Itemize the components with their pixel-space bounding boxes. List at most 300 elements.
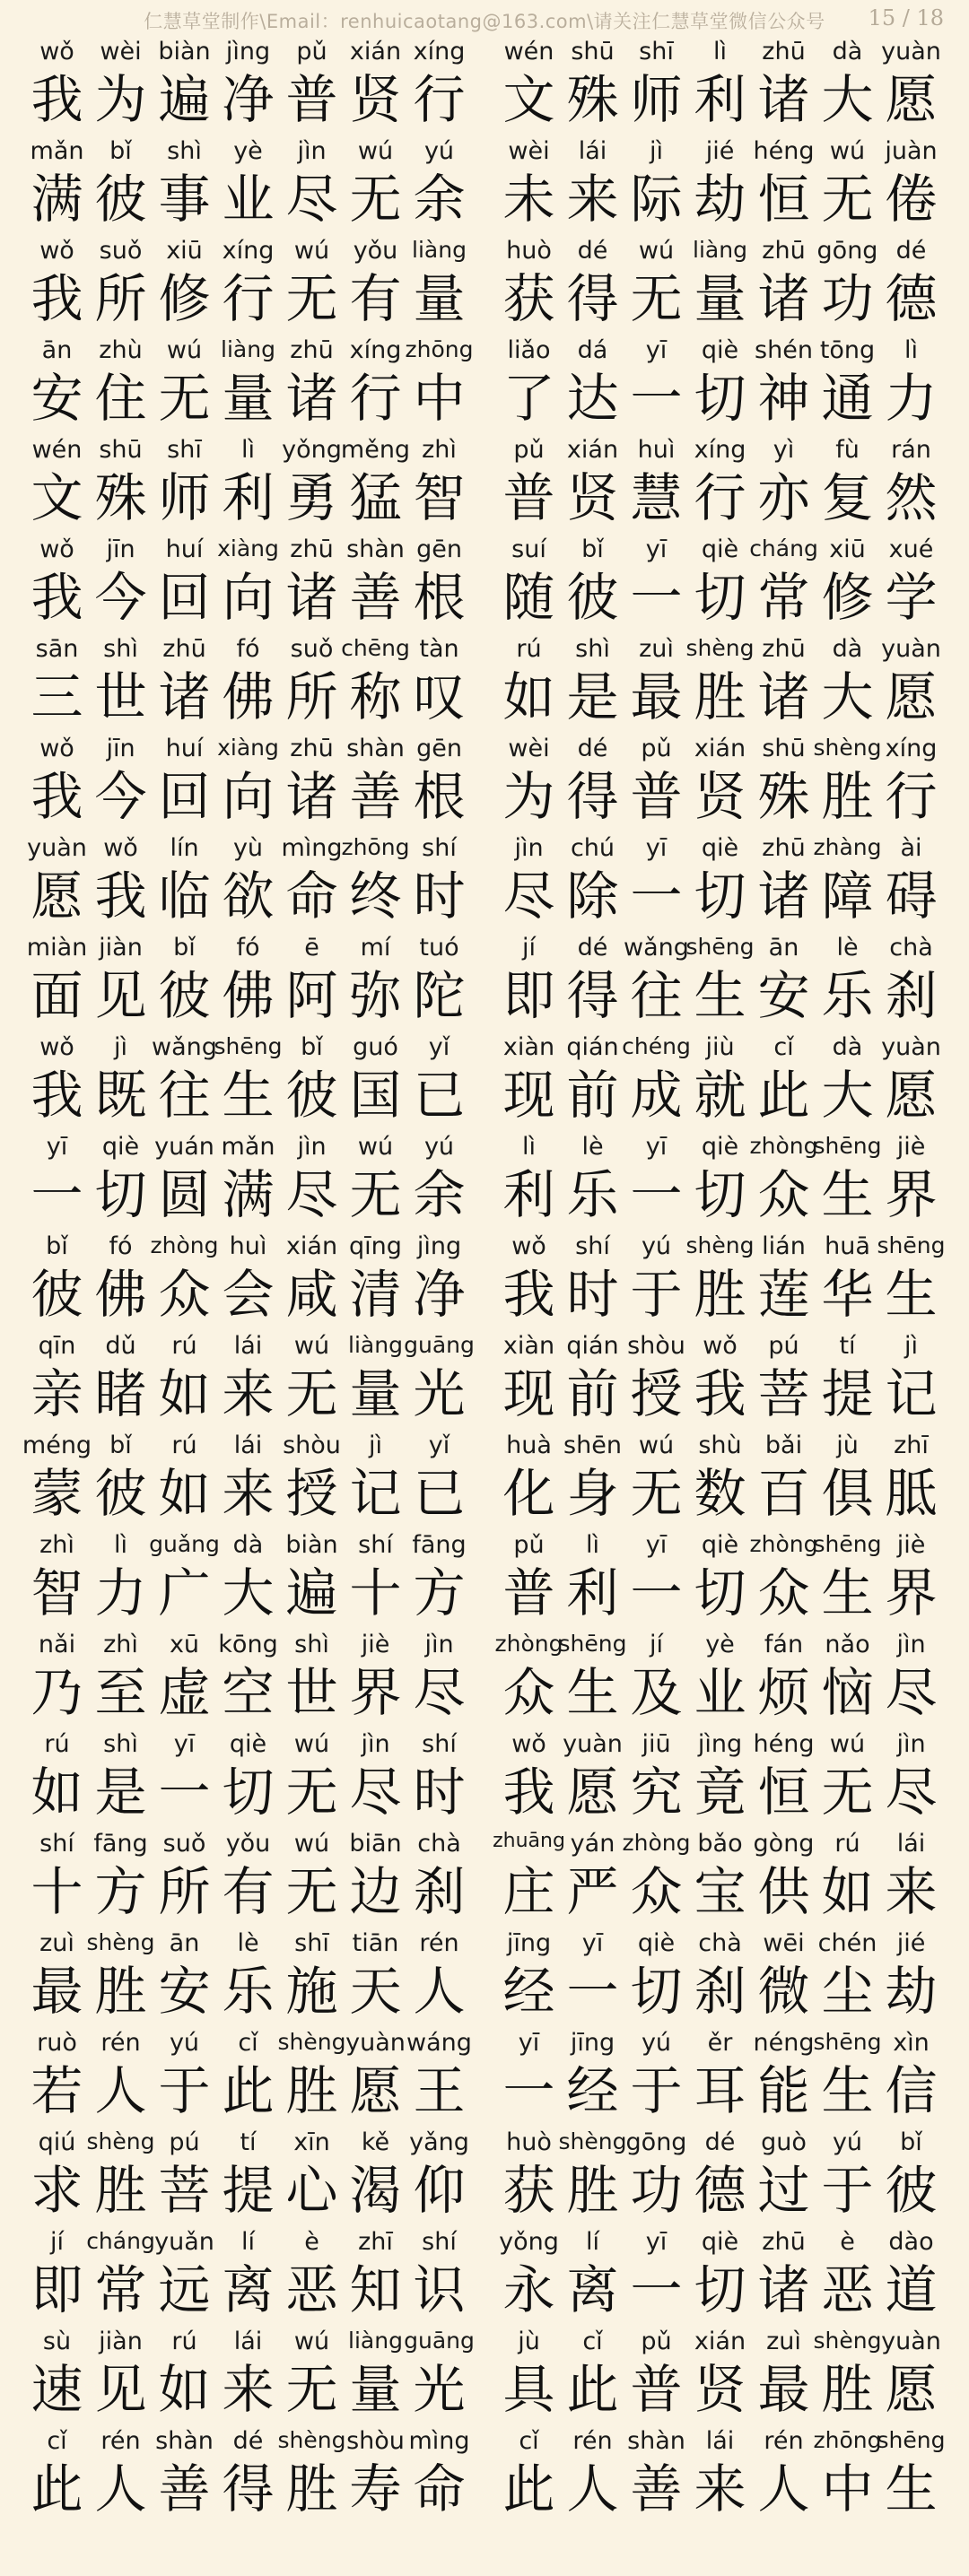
pinyin-syllable: yù — [232, 834, 264, 862]
pinyin-syllable: zhòng — [150, 1232, 219, 1258]
pinyin-syllable: zhū — [762, 2228, 806, 2256]
hanzi-character: 最 — [31, 1961, 83, 2022]
pinyin-syllable: suí — [511, 535, 546, 563]
hanzi-character: 无 — [158, 368, 211, 429]
hanzi-character: 尽 — [413, 1662, 466, 1723]
hanzi-character: 普 — [285, 69, 338, 130]
pinyin-syllable: wǎng — [624, 934, 689, 962]
hanzi-character: 十 — [349, 1562, 402, 1623]
hanzi-character: 中 — [821, 2459, 874, 2519]
hanzi-character: 切 — [694, 368, 746, 429]
pinyin-syllable: rén — [100, 2427, 141, 2455]
hanzi-character: 速 — [31, 2359, 83, 2420]
left-verse-line — [25, 335, 474, 435]
left-verse-line — [25, 1231, 474, 1331]
pinyin-syllable: xíng — [885, 735, 938, 762]
pinyin-syllable: shū — [571, 38, 615, 65]
pinyin-syllable: yǐ — [428, 1432, 450, 1459]
character-cell — [407, 2425, 471, 2526]
hanzi-character: 微 — [757, 1961, 810, 2022]
hanzi-character: 一 — [630, 1562, 683, 1623]
hanzi-character: 具 — [502, 2359, 555, 2420]
pinyin-syllable: jié — [705, 137, 735, 165]
hanzi-character: 功 — [630, 2160, 683, 2221]
pinyin-syllable: huà — [506, 1432, 552, 1459]
pinyin-syllable: shí — [39, 1830, 74, 1858]
pinyin-syllable: jìn — [514, 834, 544, 862]
right-verse-line — [497, 335, 946, 435]
left-verse-line — [25, 2326, 474, 2426]
pinyin-syllable: fán — [764, 1631, 804, 1658]
pinyin-syllable: ài — [900, 834, 922, 862]
verse-row — [0, 1828, 969, 1928]
pinyin-syllable: wǒ — [39, 1033, 74, 1061]
hanzi-character: 量 — [349, 1363, 402, 1424]
hanzi-character: 生 — [821, 1164, 874, 1225]
hanzi-character: 记 — [349, 1463, 402, 1524]
hanzi-character: 学 — [885, 567, 938, 628]
left-verse-line — [22, 1430, 474, 1530]
character-cell — [879, 434, 943, 535]
pinyin-syllable: xiàn — [502, 1332, 555, 1360]
pinyin-syllable: bǎo — [697, 1830, 743, 1858]
hanzi-character: 方 — [94, 1861, 147, 1922]
hanzi-character: 远 — [158, 2259, 211, 2320]
character-cell — [879, 832, 943, 933]
pinyin-syllable: cháng — [86, 2228, 155, 2254]
verse-row — [0, 932, 969, 1032]
hanzi-character: 遍 — [158, 69, 211, 130]
left-verse-line — [25, 434, 474, 535]
page-header — [0, 0, 969, 39]
pinyin-syllable: guāng — [404, 2328, 475, 2354]
hanzi-character: 利 — [222, 467, 275, 528]
hanzi-character: 诸 — [285, 368, 338, 429]
hanzi-character: 彼 — [94, 1463, 147, 1524]
pinyin-syllable: jù — [518, 2328, 540, 2355]
pinyin-syllable: zhì — [422, 436, 457, 464]
hanzi-character: 弥 — [349, 965, 402, 1026]
pinyin-syllable: qiè — [101, 1133, 140, 1161]
character-cell — [407, 36, 471, 136]
hanzi-character: 就 — [694, 1065, 746, 1126]
character-cell — [879, 534, 943, 634]
hanzi-character: 业 — [222, 169, 275, 230]
pinyin-syllable: yè — [233, 137, 263, 165]
pinyin-syllable: pú — [169, 2128, 200, 2156]
pinyin-syllable: yuàn — [27, 834, 87, 862]
pinyin-syllable: zhū — [162, 635, 206, 663]
hanzi-character: 向 — [222, 766, 275, 827]
hanzi-character: 愿 — [885, 2359, 938, 2420]
character-cell — [879, 2326, 943, 2426]
pinyin-syllable: jìn — [896, 1631, 926, 1658]
hanzi-character: 命 — [285, 866, 338, 927]
verse-row — [0, 36, 969, 136]
pinyin-syllable: zhū — [290, 336, 334, 364]
right-verse-line — [497, 1529, 946, 1630]
hanzi-character: 虚 — [158, 1662, 211, 1723]
hanzi-character: 根 — [413, 567, 466, 628]
verse-row — [0, 2425, 969, 2526]
right-verse-line — [497, 733, 946, 833]
pinyin-syllable: jiè — [361, 1631, 390, 1658]
pinyin-syllable: qián — [566, 1033, 619, 1061]
hanzi-character: 切 — [694, 866, 746, 927]
pinyin-syllable: shì — [103, 635, 138, 663]
hanzi-character: 彼 — [94, 169, 147, 230]
character-cell — [404, 1330, 475, 1431]
pinyin-syllable: wǒ — [511, 1232, 546, 1260]
pinyin-syllable: wǒ — [703, 1332, 738, 1360]
pinyin-syllable: huì — [229, 1232, 267, 1260]
hanzi-character: 愿 — [349, 2060, 402, 2121]
hanzi-character: 烦 — [757, 1662, 810, 1723]
pinyin-syllable: jiàn — [99, 934, 143, 962]
pinyin-syllable: ān — [768, 934, 799, 962]
pinyin-syllable: wèi — [508, 137, 550, 165]
hanzi-character: 回 — [158, 766, 211, 827]
pinyin-syllable: fù — [835, 436, 860, 464]
hanzi-character: 贤 — [566, 467, 619, 528]
page-number: 15 / 18 — [868, 5, 944, 30]
hanzi-character: 菩 — [757, 1363, 810, 1424]
hanzi-character: 大 — [821, 666, 874, 727]
pinyin-syllable: jì — [904, 1332, 918, 1360]
pinyin-syllable: tuó — [419, 934, 459, 962]
right-verse-line — [497, 135, 946, 236]
pinyin-syllable: biàn — [285, 1531, 338, 1559]
hanzi-character: 边 — [349, 1861, 402, 1922]
verse-row — [0, 335, 969, 435]
pinyin-syllable: qián — [566, 1332, 619, 1360]
pinyin-syllable: pǔ — [641, 2328, 672, 2355]
hanzi-character: 叹 — [413, 666, 466, 727]
hanzi-character: 普 — [502, 1562, 555, 1623]
hanzi-character: 恼 — [821, 1662, 874, 1723]
pinyin-syllable: wáng — [406, 2029, 472, 2057]
hanzi-character: 尽 — [885, 1762, 938, 1823]
pinyin-syllable: shàn — [627, 2427, 685, 2455]
pinyin-syllable: dé — [232, 2427, 264, 2455]
pinyin-syllable: dǔ — [105, 1332, 136, 1360]
pinyin-syllable: lì — [240, 436, 255, 464]
hanzi-character: 界 — [885, 1164, 938, 1225]
pinyin-syllable: gòng — [753, 1830, 815, 1858]
pinyin-syllable: shēng — [813, 2029, 882, 2055]
pinyin-syllable: kōng — [218, 1631, 278, 1658]
hanzi-character: 行 — [222, 268, 275, 329]
hanzi-character: 离 — [222, 2259, 275, 2320]
pinyin-syllable: shēng — [813, 1531, 882, 1557]
left-verse-line — [25, 2127, 474, 2227]
hanzi-character: 来 — [694, 2459, 746, 2519]
hanzi-character: 劫 — [694, 169, 746, 230]
pinyin-syllable: shèng — [558, 2128, 627, 2154]
hanzi-character: 来 — [566, 169, 619, 230]
left-verse-line — [25, 1828, 474, 1928]
pinyin-syllable: chà — [698, 1929, 742, 1957]
hanzi-character: 众 — [630, 1861, 683, 1922]
verse-row — [0, 2127, 969, 2227]
pinyin-syllable: lè — [581, 1133, 604, 1161]
pinyin-syllable: wǒ — [39, 735, 74, 762]
pinyin-syllable: pú — [768, 1332, 799, 1360]
pinyin-syllable: zhōng — [813, 2427, 882, 2453]
hanzi-character: 彼 — [566, 567, 619, 628]
hanzi-character: 无 — [821, 169, 874, 230]
pinyin-syllable: yuàn — [881, 1033, 941, 1061]
hanzi-character: 如 — [31, 1762, 83, 1823]
pinyin-syllable: jié — [896, 1929, 926, 1957]
character-cell — [877, 2425, 946, 2526]
pinyin-syllable: mǎn — [221, 1133, 275, 1161]
pinyin-syllable: wēi — [763, 1929, 805, 1957]
pinyin-syllable: sù — [42, 2328, 72, 2355]
hanzi-character: 一 — [566, 1961, 619, 2022]
pinyin-syllable: gēn — [416, 735, 462, 762]
pinyin-syllable: rú — [171, 1332, 197, 1360]
pinyin-syllable: liàng — [693, 237, 747, 263]
pinyin-syllable: yǒng — [282, 436, 342, 464]
pinyin-syllable: xìn — [893, 2029, 930, 2057]
hanzi-character: 胜 — [694, 1264, 746, 1325]
right-verse-line — [497, 832, 946, 933]
hanzi-character: 胜 — [94, 1961, 147, 2022]
hanzi-character: 通 — [821, 368, 874, 429]
hanzi-character: 切 — [94, 1164, 147, 1225]
pinyin-syllable: shì — [103, 1730, 138, 1758]
hanzi-character: 授 — [285, 1463, 338, 1524]
hanzi-character: 文 — [502, 69, 555, 130]
hanzi-character: 清 — [349, 1264, 402, 1325]
pinyin-syllable: wú — [357, 1133, 394, 1161]
hanzi-character: 向 — [222, 567, 275, 628]
hanzi-character: 彼 — [885, 2160, 938, 2221]
hanzi-character: 最 — [757, 2359, 810, 2420]
pinyin-syllable: zuì — [39, 1929, 74, 1957]
pinyin-syllable: shèng — [86, 2128, 155, 2154]
hanzi-character: 我 — [694, 1363, 746, 1424]
hanzi-character: 光 — [413, 2359, 466, 2420]
pinyin-syllable: jì — [368, 1432, 382, 1459]
hanzi-character: 刹 — [413, 1861, 466, 1922]
hanzi-character: 宝 — [694, 1861, 746, 1922]
character-cell — [879, 1828, 943, 1928]
verse-row — [0, 733, 969, 833]
hanzi-character: 胜 — [694, 666, 746, 727]
hanzi-character: 殊 — [94, 467, 147, 528]
hanzi-character: 菩 — [158, 2160, 211, 2221]
verse-row — [0, 1728, 969, 1829]
pinyin-syllable: shòu — [627, 1332, 685, 1360]
left-verse-line — [25, 135, 474, 236]
pinyin-syllable: néng — [753, 2029, 815, 2057]
pinyin-syllable: zhòng — [749, 1531, 818, 1557]
hanzi-character: 一 — [31, 1164, 83, 1225]
pinyin-syllable: chēng — [341, 635, 410, 661]
hanzi-character: 殊 — [566, 69, 619, 130]
left-verse-line — [25, 1031, 474, 1132]
pinyin-syllable: xiū — [829, 535, 866, 563]
pinyin-syllable: lì — [904, 336, 918, 364]
pinyin-syllable: jiū — [642, 1730, 671, 1758]
hanzi-character: 尽 — [285, 169, 338, 230]
hanzi-character: 已 — [413, 1065, 466, 1126]
pinyin-syllable: dà — [832, 635, 863, 663]
hanzi-character: 慧 — [630, 467, 683, 528]
hanzi-character: 众 — [502, 1662, 555, 1723]
hanzi-character: 界 — [885, 1562, 938, 1623]
pinyin-syllable: jìn — [896, 1730, 926, 1758]
hanzi-character: 得 — [566, 965, 619, 1026]
character-cell — [879, 1131, 943, 1231]
pinyin-syllable: liàng — [348, 1332, 403, 1358]
hanzi-character: 若 — [31, 2060, 83, 2121]
hanzi-character: 前 — [566, 1065, 619, 1126]
pinyin-syllable: dào — [888, 2228, 934, 2256]
hanzi-character: 华 — [821, 1264, 874, 1325]
pinyin-syllable: yè — [705, 1631, 735, 1658]
character-cell — [407, 235, 471, 335]
pinyin-syllable: xián — [694, 2328, 746, 2355]
hanzi-character: 一 — [630, 1164, 683, 1225]
pinyin-syllable: yī — [645, 1133, 668, 1161]
hanzi-character: 咸 — [285, 1264, 338, 1325]
hanzi-character: 陀 — [413, 965, 466, 1026]
hanzi-character: 于 — [630, 1264, 683, 1325]
hanzi-character: 量 — [222, 368, 275, 429]
pinyin-syllable: jí — [649, 1631, 663, 1658]
pinyin-syllable: zhū — [762, 635, 806, 663]
character-cell — [879, 733, 943, 833]
character-cell — [879, 1330, 943, 1431]
hanzi-character: 经 — [502, 1961, 555, 2022]
pinyin-syllable: cǐ — [582, 2328, 603, 2355]
hanzi-character: 数 — [694, 1463, 746, 1524]
pinyin-syllable: lì — [113, 1531, 127, 1559]
pinyin-syllable: zuì — [639, 635, 674, 663]
hanzi-character: 安 — [31, 368, 83, 429]
character-cell — [407, 534, 471, 634]
pinyin-syllable: wú — [293, 1730, 330, 1758]
hanzi-character: 无 — [285, 1861, 338, 1922]
pinyin-syllable: wú — [357, 137, 394, 165]
hanzi-character: 庄 — [502, 1861, 555, 1922]
hanzi-character: 力 — [885, 368, 938, 429]
hanzi-character: 耳 — [694, 2060, 746, 2121]
hanzi-character: 贤 — [694, 2359, 746, 2420]
pinyin-syllable: wú — [829, 137, 866, 165]
pinyin-syllable: rú — [171, 2328, 197, 2355]
hanzi-character: 人 — [566, 2459, 619, 2519]
pinyin-syllable: sān — [35, 635, 79, 663]
pinyin-syllable: yī — [645, 535, 668, 563]
right-verse-line — [497, 1231, 946, 1331]
pinyin-syllable: yuán — [154, 1133, 214, 1161]
hanzi-character: 常 — [757, 567, 810, 628]
hanzi-character: 此 — [222, 2060, 275, 2121]
character-cell — [407, 2127, 471, 2227]
left-verse-line — [25, 1529, 474, 1630]
hanzi-character: 尽 — [285, 1164, 338, 1225]
hanzi-character: 事 — [158, 169, 211, 230]
pinyin-syllable: suǒ — [99, 237, 143, 265]
pinyin-syllable: wú — [166, 336, 203, 364]
hanzi-character: 空 — [222, 1662, 275, 1723]
character-cell — [879, 2226, 943, 2327]
pinyin-syllable: rán — [891, 436, 931, 464]
hanzi-character: 仰 — [413, 2160, 466, 2221]
hanzi-character: 碍 — [885, 866, 938, 927]
pinyin-syllable: xíng — [694, 436, 746, 464]
hanzi-character: 未 — [502, 169, 555, 230]
hanzi-character: 是 — [566, 666, 619, 727]
hanzi-character: 百 — [757, 1463, 810, 1524]
hanzi-character: 是 — [94, 1762, 147, 1823]
right-verse-line — [497, 2027, 946, 2128]
pinyin-syllable: shēng — [813, 1133, 882, 1159]
pinyin-syllable: cǐ — [773, 1033, 794, 1061]
hanzi-character: 无 — [630, 268, 683, 329]
pinyin-syllable: xíng — [413, 38, 466, 65]
hanzi-character: 所 — [285, 666, 338, 727]
left-verse-line — [25, 932, 474, 1032]
hanzi-character: 住 — [94, 368, 147, 429]
pinyin-syllable: jìn — [297, 137, 327, 165]
pinyin-syllable: miàn — [26, 934, 88, 962]
pinyin-syllable: dá — [577, 336, 608, 364]
character-cell — [879, 1529, 943, 1630]
character-cell — [407, 2226, 471, 2327]
hanzi-character: 诸 — [158, 666, 211, 727]
hanzi-character: 界 — [349, 1662, 402, 1723]
hanzi-character: 胜 — [285, 2459, 338, 2519]
hanzi-character: 诸 — [757, 866, 810, 927]
hanzi-character: 为 — [94, 69, 147, 130]
pinyin-syllable: wǒ — [511, 1730, 546, 1758]
character-cell — [407, 1728, 471, 1829]
hanzi-character: 胜 — [821, 2359, 874, 2420]
hanzi-character: 往 — [158, 1065, 211, 1126]
left-verse-line — [25, 534, 474, 634]
pinyin-syllable: fāng — [93, 1830, 148, 1858]
pinyin-syllable: shī — [294, 1929, 329, 1957]
hanzi-character: 猛 — [349, 467, 402, 528]
hanzi-character: 记 — [885, 1363, 938, 1424]
right-verse-line — [497, 1928, 946, 2028]
hanzi-character: 我 — [31, 567, 83, 628]
hanzi-character: 余 — [413, 1164, 466, 1225]
pinyin-syllable: bǐ — [301, 1033, 323, 1061]
pinyin-syllable: yuàn — [881, 635, 941, 663]
verse-row — [0, 1430, 969, 1530]
pinyin-syllable: fó — [109, 1232, 133, 1260]
hanzi-character: 刹 — [885, 965, 938, 1026]
character-cell — [407, 733, 471, 833]
pinyin-syllable: dé — [704, 2128, 736, 2156]
hanzi-character: 方 — [413, 1562, 466, 1623]
pinyin-syllable: rén — [764, 2427, 804, 2455]
pinyin-syllable: suǒ — [162, 1830, 206, 1858]
verse-row — [0, 1231, 969, 1331]
hanzi-character: 临 — [158, 866, 211, 927]
hanzi-character: 竟 — [694, 1762, 746, 1823]
hanzi-character: 胜 — [821, 766, 874, 827]
pinyin-syllable: lái — [896, 1830, 926, 1858]
character-cell — [407, 135, 471, 236]
pinyin-syllable: dà — [832, 38, 863, 65]
